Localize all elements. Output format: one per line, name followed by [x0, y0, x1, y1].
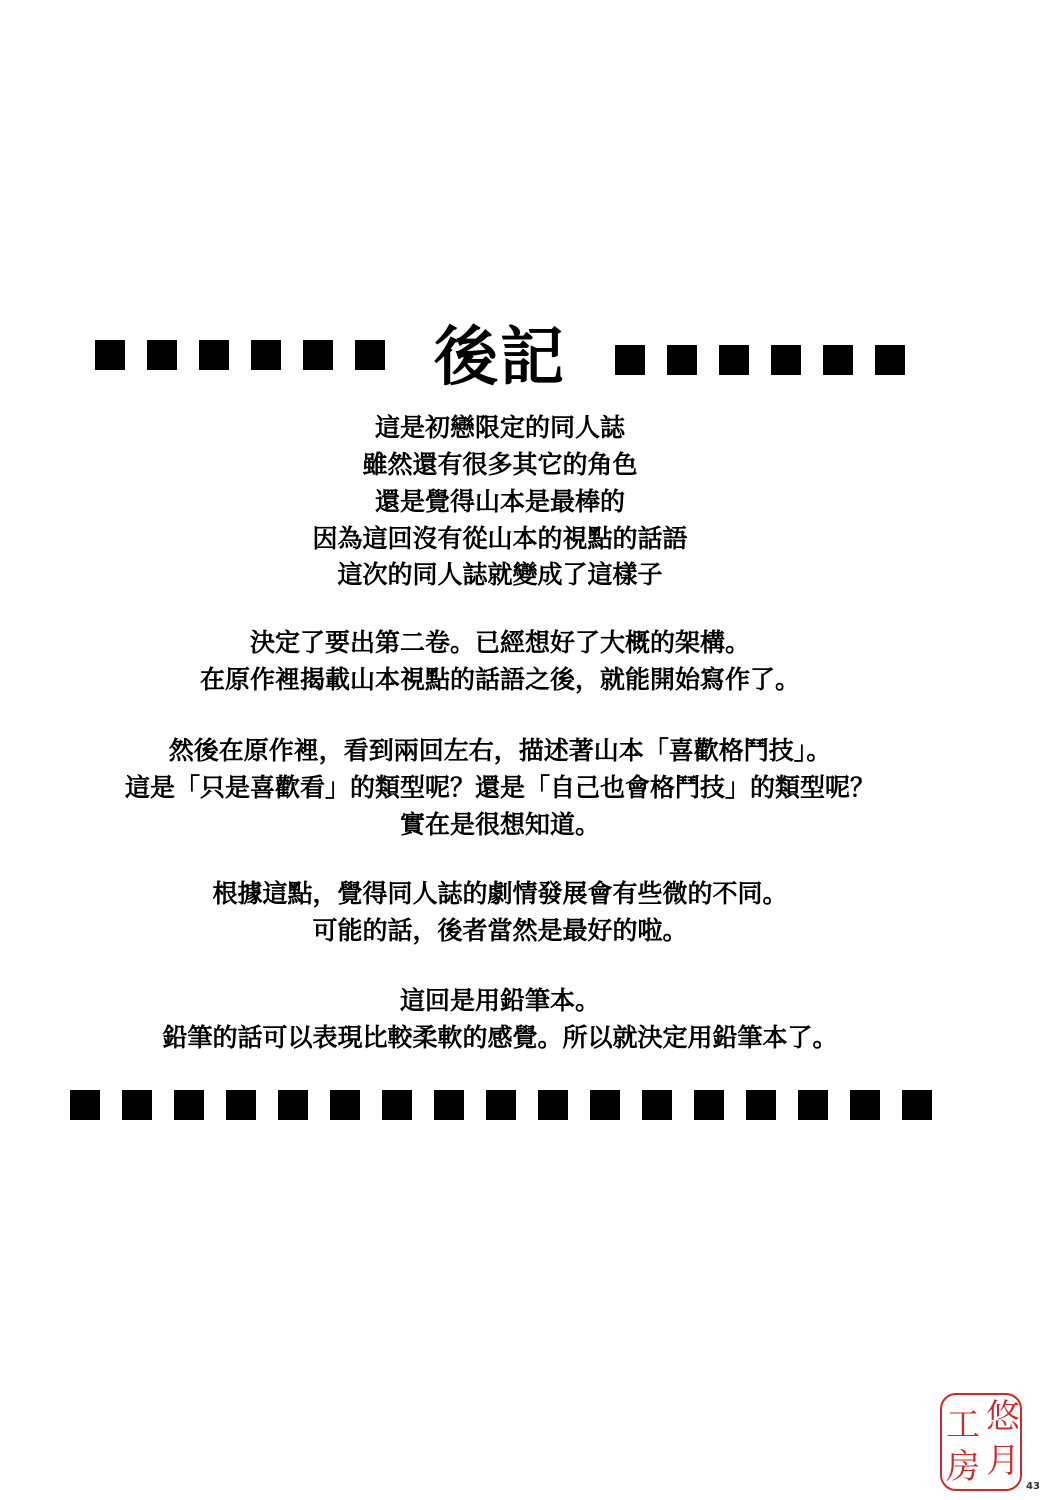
- seal-char: 工: [946, 1405, 980, 1445]
- text-line: 決定了要出第二卷。已經想好了大概的架構。: [249, 628, 750, 657]
- text-line: 這是初戀限定的同人誌: [374, 413, 625, 442]
- censor-square: [122, 1090, 152, 1120]
- censor-square: [590, 1090, 620, 1120]
- text-line: 因為這回沒有從山本的視點的話語: [312, 524, 688, 553]
- censor-square: [642, 1090, 672, 1120]
- text-line: 這回是用鉛筆本。: [399, 986, 600, 1015]
- text-line: 這是「只是喜歡看」的類型呢？還是「自己也會格鬥技」的類型呢？: [124, 773, 875, 802]
- censor-square: [382, 1090, 412, 1120]
- censor-square: [330, 1090, 360, 1120]
- seal-char: 月: [986, 1441, 1020, 1481]
- text-line: 在原作裡揭載山本視點的話語之後，就能開始寫作了。: [199, 665, 800, 694]
- text-line: 雖然還有很多其它的角色: [362, 450, 638, 479]
- text-line: 可能的話，後者當然是最好的啦。: [312, 916, 688, 945]
- censor-square: [434, 1090, 464, 1120]
- censor-square: [875, 345, 905, 375]
- censor-square: [850, 1090, 880, 1120]
- censor-square: [902, 1090, 932, 1120]
- censor-square: [823, 345, 853, 375]
- page-number: 43: [1026, 1481, 1040, 1492]
- censor-square: [771, 345, 801, 375]
- text-line: 根據這點，覺得同人誌的劇情發展會有些微的不同。: [212, 879, 788, 908]
- seal-char: 悠: [986, 1397, 1020, 1437]
- censor-square: [694, 1090, 724, 1120]
- censor-square: [486, 1090, 516, 1120]
- censor-square: [746, 1090, 776, 1120]
- censor-square: [278, 1090, 308, 1120]
- censor-square: [719, 345, 749, 375]
- seal-char: 房: [946, 1447, 980, 1487]
- censor-square: [667, 345, 697, 375]
- censor-square: [615, 345, 645, 375]
- text-line: 鉛筆的話可以表現比較柔軟的感覺。所以就決定用鉛筆本了。: [162, 1023, 838, 1052]
- censor-square: [798, 1090, 828, 1120]
- censor-square: [174, 1090, 204, 1120]
- page-title: 後記: [434, 321, 566, 395]
- text-line: 還是覺得山本是最棒的: [374, 487, 625, 516]
- studio-seal-logo: [940, 1393, 1022, 1491]
- text-line: 實在是很想知道。: [399, 810, 600, 839]
- text-line: 這次的同人誌就變成了這樣子: [337, 560, 663, 589]
- censor-square: [70, 1090, 100, 1120]
- text-line: 然後在原作裡，看到兩回左右，描述著山本「喜歡格鬥技」。: [168, 736, 832, 765]
- censor-square: [538, 1090, 568, 1120]
- censor-square: [226, 1090, 256, 1120]
